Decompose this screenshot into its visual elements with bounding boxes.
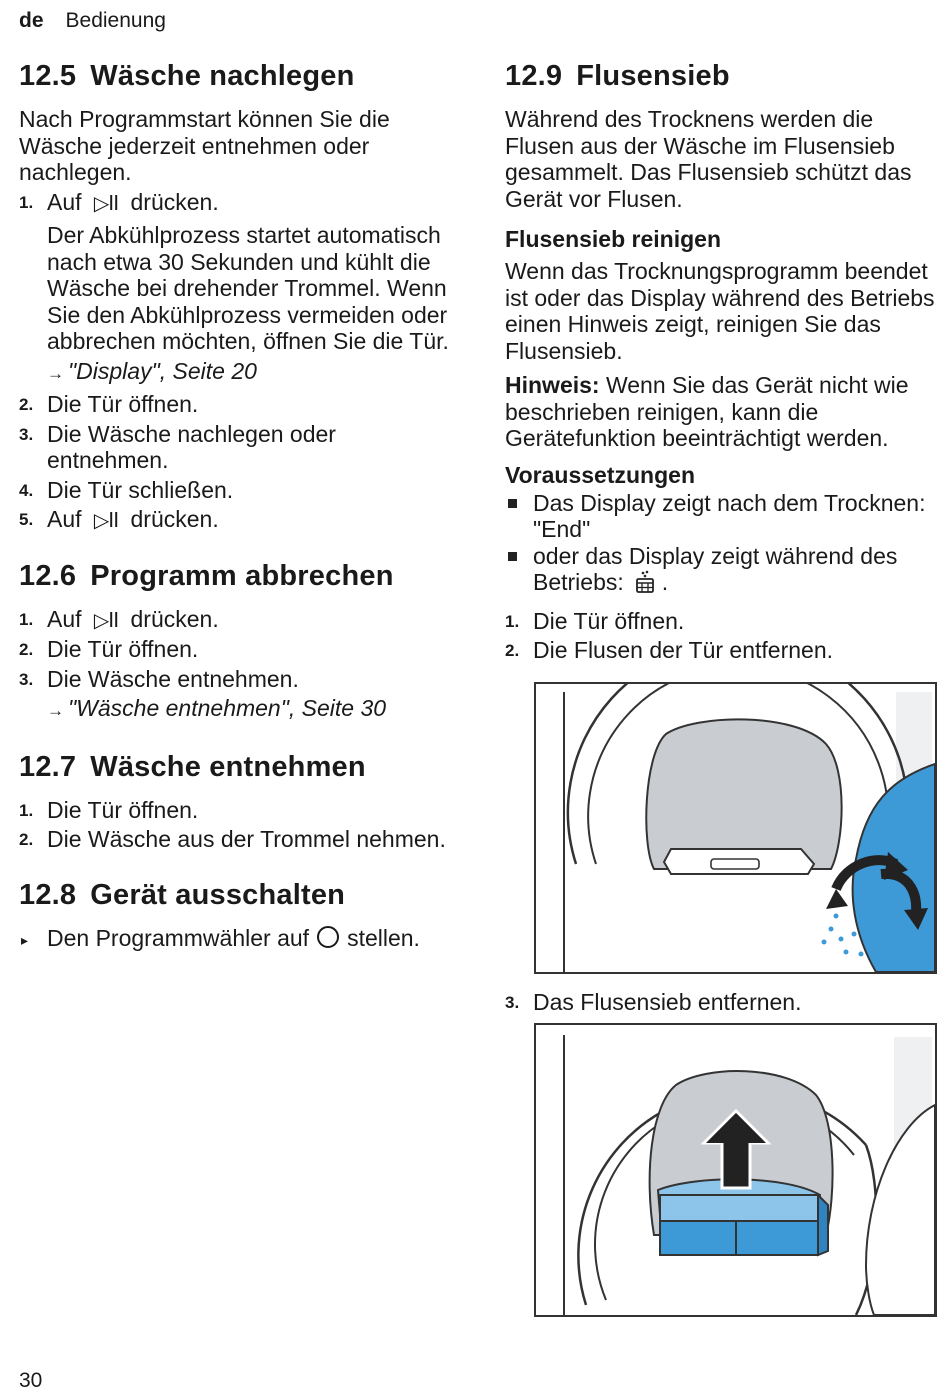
- play-pause-icon: ▷II: [93, 508, 119, 532]
- step-5: 5. Auf ▷II drücken.: [19, 506, 219, 532]
- step-1-detail: Der Abkühlprozess startet automatisch nach etwa 30 Sekunden und kühlt die Wäsche bei drehender Trommel. Wenn Sie den Abkühlprozess vermeiden oder abbrechen möchten, öffnen Sie die Tür.: [47, 222, 449, 354]
- step-3: 3. Das Flusensieb entfernen.: [505, 989, 802, 1015]
- section-12-5-heading: 12.5 Wäsche nachlegen: [19, 60, 355, 92]
- step-1: 1. Die Tür öffnen.: [505, 607, 685, 634]
- step-3: 3. Die Wäsche nachlegen oder entnehmen.: [19, 420, 336, 473]
- step-1: 1. Auf ▷II drücken.: [19, 188, 219, 215]
- section-12-8-heading: 12.8 Gerät ausschalten: [19, 878, 346, 911]
- cross-reference: → "Display", Seite 20: [47, 357, 257, 384]
- note: Hinweis: Wenn Sie das Gerät nicht wie beschrieben reinigen, kann die Gerätefunktion beeinträchtigt werden.: [505, 372, 909, 451]
- step-2: 2. Die Flusen der Tür entfernen.: [505, 637, 834, 663]
- section-12-5-intro: Nach Programmstart können Sie die Wäsche jederzeit entnehmen oder nachlegen.: [19, 106, 390, 185]
- prerequisite-item: oder das Display zeigt während des Betriebs: .: [505, 543, 937, 600]
- section-12-6-heading: 12.6 Programm abbrechen: [19, 559, 394, 592]
- page-number: 30: [19, 1369, 43, 1392]
- step-1: 1. Die Tür öffnen.: [19, 796, 199, 823]
- step-3: 3. Die Wäsche entnehmen.: [19, 665, 299, 692]
- play-pause-icon: ▷II: [93, 607, 119, 632]
- section-12-7-heading: 12.7 Wäsche entnehmen: [19, 750, 366, 783]
- prerequisite-item: Das Display zeigt nach dem Trocknen: "End": [505, 490, 937, 543]
- step-2: 2. Die Tür öffnen.: [19, 636, 199, 662]
- subsection-heading: Flusensieb reinigen: [505, 226, 721, 252]
- action-item: ▸ Den Programmwähler auf stellen.: [21, 924, 420, 951]
- play-pause-icon: ▷II: [93, 190, 119, 215]
- left-column: [19, 58, 459, 951]
- subsection-intro: Wenn das Trocknungsprogramm beendet ist oder das Display während des Betriebs einen Hinweis zeigt, reinigen Sie das Flusensieb.: [505, 258, 935, 364]
- circle-icon: [317, 926, 339, 948]
- step-2: 2. Die Wäsche aus der Trommel nehmen.: [19, 826, 446, 852]
- door-lint-illustration: [534, 682, 937, 974]
- section-12-9-heading: 12.9 Flusensieb: [505, 60, 730, 92]
- right-column: [505, 58, 937, 667]
- step-2: 2. Die Tür öffnen.: [19, 391, 199, 417]
- prerequisites-heading: Voraussetzungen: [505, 461, 695, 488]
- section-12-9-intro: Während des Trocknens werden die Flusen aus der Wäsche im Flusensieb gesammelt. Das Flusensieb schützt das Gerät vor Flusen.: [505, 106, 912, 212]
- chapter-name: Bedienung: [65, 9, 166, 32]
- step-4: 4. Die Tür schließen.: [19, 476, 234, 503]
- lint-filter-removal-illustration: [534, 1023, 937, 1317]
- cross-reference: → "Wäsche entnehmen", Seite 30: [47, 695, 387, 721]
- step-1: 1. Auf ▷II drücken.: [19, 605, 219, 632]
- page-header: [19, 9, 166, 33]
- lint-filter-icon: [634, 570, 656, 600]
- language-tag: de: [19, 9, 44, 32]
